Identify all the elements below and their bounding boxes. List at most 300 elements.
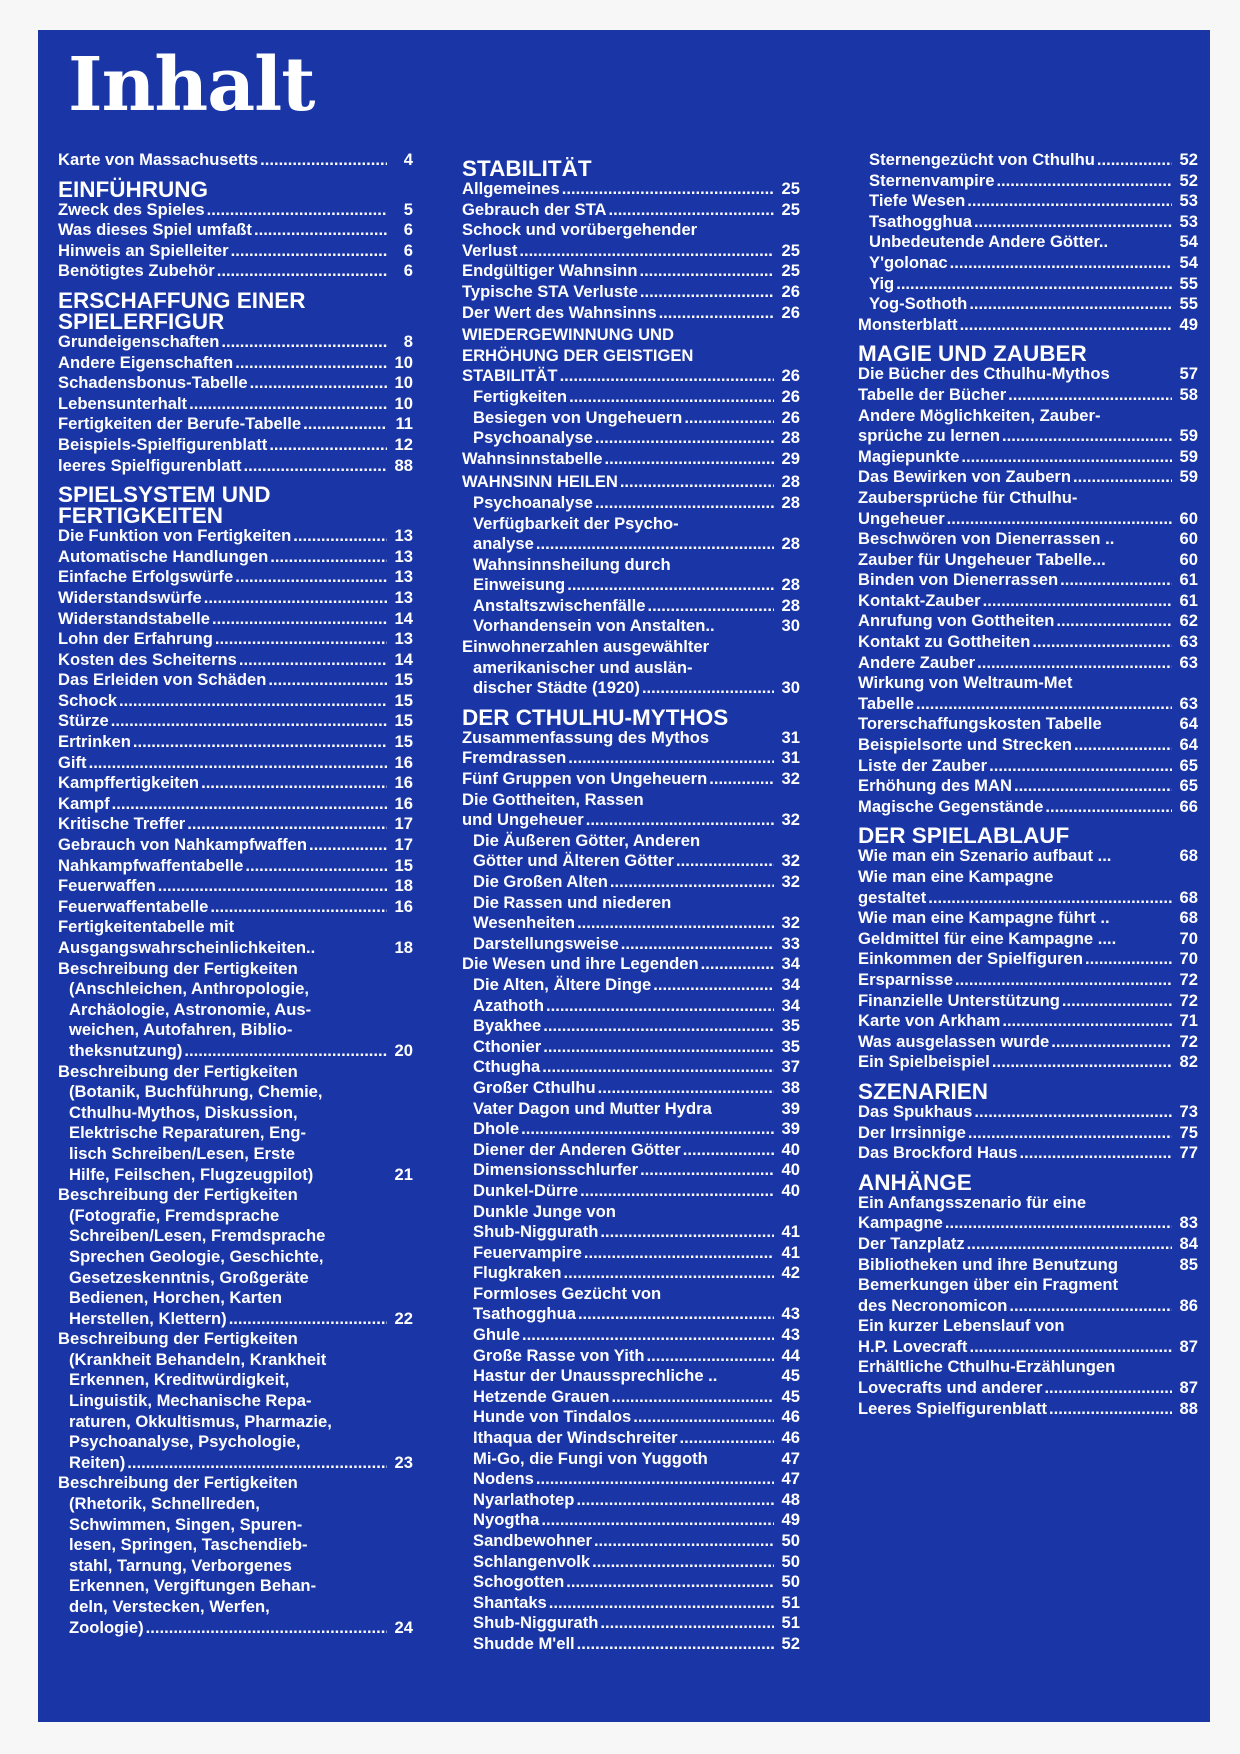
page-title: Inhalt bbox=[68, 42, 315, 128]
page-number: 72 bbox=[1179, 969, 1198, 989]
page-number: 13 bbox=[394, 587, 413, 607]
page-number: 15 bbox=[394, 711, 413, 731]
page-number: 8 bbox=[403, 331, 413, 351]
toc-entry bbox=[869, 212, 1198, 233]
toc-entry bbox=[58, 897, 413, 918]
toc-entry bbox=[58, 526, 413, 547]
page-number: 50 bbox=[781, 1551, 800, 1571]
toc-entry bbox=[858, 1255, 1198, 1276]
page-number: 25 bbox=[781, 240, 800, 260]
page-number: 59 bbox=[1179, 467, 1198, 487]
entry-title: Dimensionsschlurfer ..... bbox=[473, 1160, 774, 1181]
toc-entry bbox=[58, 835, 413, 856]
entry-title: (Krankheit Behandeln, Krankheit Erkennen, Kreditwürdigkeit, Linguistik, Mechanische Repa- raturen, Okkultismus, Pharmazie, Psychoanalyse, Psychologie, Reiten) ..... bbox=[69, 1350, 387, 1474]
toc-entry bbox=[69, 1350, 413, 1474]
page-number: 72 bbox=[1179, 1031, 1198, 1051]
page-number: 10 bbox=[394, 373, 413, 393]
page-number: 10 bbox=[394, 393, 413, 413]
toc-entry bbox=[869, 171, 1198, 192]
toc-entry bbox=[858, 1213, 1198, 1234]
toc-entry bbox=[858, 673, 1198, 694]
entry-title: Y'golonac ..... bbox=[869, 253, 1172, 274]
toc-entry bbox=[58, 711, 413, 732]
toc-entry bbox=[473, 387, 800, 408]
entry-title: Beschreibung der Fertigkeiten bbox=[58, 1473, 298, 1493]
entry-title: Fremdrassen ..... bbox=[462, 748, 774, 769]
entry-title: Karte von Massachusetts ..... bbox=[58, 150, 387, 171]
entry-title: Was dieses Spiel umfaßt ..... bbox=[58, 220, 387, 241]
entry-title: Beschreibung der Fertigkeiten bbox=[58, 1061, 298, 1081]
toc-entry bbox=[473, 1593, 800, 1614]
entry-title: Wesenheiten ..... bbox=[473, 913, 774, 934]
toc-section bbox=[462, 704, 800, 1655]
toc-column-1 bbox=[58, 150, 413, 1638]
toc-entry bbox=[858, 1052, 1198, 1073]
entry-title: Götter und Älteren Götter ..... bbox=[473, 851, 774, 872]
entry-title: (Anschleichen, Anthropologie, Archäologie, Astronomie, Aus- weichen, Autofahren, Biblio- theksnutzung) ..... bbox=[69, 979, 387, 1061]
entry-title: Wie man eine Kampagne bbox=[858, 867, 1054, 886]
page-number: 6 bbox=[403, 220, 413, 240]
entry-title: analyse ..... bbox=[473, 534, 774, 555]
toc-entry bbox=[858, 632, 1198, 653]
entry-title: Das Erleiden von Schäden ..... bbox=[58, 670, 387, 691]
page-number: 33 bbox=[781, 933, 800, 953]
page-number: 15 bbox=[394, 855, 413, 875]
entry-title: Beschreibung der Fertigkeiten bbox=[58, 958, 298, 978]
page-number: 22 bbox=[394, 1308, 413, 1328]
toc-entry bbox=[462, 366, 800, 387]
entry-title: Monsterblatt ..... bbox=[858, 315, 1172, 336]
entry-title: Binden von Dienerrassen ..... bbox=[858, 570, 1172, 591]
toc-entry bbox=[473, 1449, 800, 1470]
toc-entry bbox=[858, 1032, 1198, 1053]
toc-entry bbox=[58, 814, 413, 835]
page-number: 10 bbox=[394, 352, 413, 372]
entry-title: Lohn der Erfahrung ..... bbox=[58, 629, 387, 650]
page-number: 42 bbox=[781, 1263, 800, 1283]
entry-title: Feuerwaffen ..... bbox=[58, 876, 387, 897]
entry-title: Dunkle Junge von bbox=[473, 1201, 616, 1221]
entry-title: Kontakt zu Gottheiten ..... bbox=[858, 632, 1172, 653]
entry-title: Wie man eine Kampagne führt .. bbox=[858, 908, 1110, 928]
page-number: 58 bbox=[1179, 384, 1198, 404]
entry-title: Die Funktion von Fertigkeiten ..... bbox=[58, 526, 387, 547]
entry-title: Kampffertigkeiten ..... bbox=[58, 773, 387, 794]
toc-entry bbox=[473, 1037, 800, 1058]
toc-entry bbox=[858, 529, 1198, 550]
page-number: 6 bbox=[403, 261, 413, 281]
entry-title: Psychoanalyse ..... bbox=[473, 493, 774, 514]
entry-title: Anrufung von Gottheiten ..... bbox=[858, 611, 1172, 632]
toc-entry bbox=[473, 408, 800, 429]
entry-title: Hetzende Grauen ..... bbox=[473, 1387, 774, 1408]
toc-entry bbox=[473, 1510, 800, 1531]
page-number: 51 bbox=[781, 1613, 800, 1633]
entry-title: (Rhetorik, Schnellreden, Schwimmen, Singen, Spuren- lesen, Springen, Taschendieb- stahl, Tarnung, Verborgenes Erkennen, Vergiftungen Behan- deln, Verstecken, Werfen, Zoologie) ..... bbox=[69, 1494, 387, 1638]
toc-section bbox=[58, 287, 413, 476]
toc-section bbox=[858, 1169, 1198, 1420]
toc-entry bbox=[69, 979, 413, 1061]
page-number: 28 bbox=[781, 428, 800, 448]
entry-title: Ein Spielbeispiel ..... bbox=[858, 1052, 1172, 1073]
entry-title: Die Äußeren Götter, Anderen bbox=[473, 830, 701, 850]
toc-entry bbox=[473, 1181, 800, 1202]
page-number: 49 bbox=[1179, 314, 1198, 334]
entry-title: Die Großen Alten ..... bbox=[473, 872, 774, 893]
page-number: 82 bbox=[1179, 1052, 1198, 1072]
toc-entry bbox=[869, 294, 1198, 315]
toc-entry bbox=[462, 728, 800, 749]
toc-entry bbox=[473, 1490, 800, 1511]
entry-title: Die Wesen und ihre Legenden ..... bbox=[462, 954, 774, 975]
toc-entry bbox=[473, 555, 800, 576]
toc-entry bbox=[473, 1202, 800, 1223]
page-number: 16 bbox=[394, 896, 413, 916]
entry-title: Yog-Sothoth ..... bbox=[869, 294, 1172, 315]
entry-title: Lovecrafts und anderer ..... bbox=[858, 1378, 1172, 1399]
page-number: 31 bbox=[781, 727, 800, 747]
entry-title: Leeres Spielfigurenblatt ..... bbox=[858, 1399, 1172, 1420]
page-number: 83 bbox=[1179, 1213, 1198, 1233]
toc-entry bbox=[858, 908, 1198, 929]
entry-title: Wie man ein Szenario aufbaut ... bbox=[858, 846, 1112, 866]
page-number: 28 bbox=[781, 534, 800, 554]
toc-entry bbox=[473, 872, 800, 893]
toc-entry bbox=[58, 650, 413, 671]
entry-title: Bemerkungen über ein Fragment bbox=[858, 1275, 1119, 1295]
toc-entry bbox=[473, 1387, 800, 1408]
page-number: 28 bbox=[781, 575, 800, 595]
entry-title: Kampagne ..... bbox=[858, 1213, 1172, 1234]
contents-page bbox=[38, 30, 1210, 1722]
entry-title: Liste der Zauber ..... bbox=[858, 756, 1172, 777]
toc-entry bbox=[473, 913, 800, 934]
entry-title: Andere Eigenschaften ..... bbox=[58, 353, 387, 374]
entry-title: Widerstandswürfe ..... bbox=[58, 588, 387, 609]
entry-title: Anstaltszwischenfälle ..... bbox=[473, 596, 774, 617]
toc-entry bbox=[462, 449, 800, 470]
entry-title: Ersparnisse ..... bbox=[858, 970, 1172, 991]
entry-title: Der Irrsinnige ..... bbox=[858, 1123, 1172, 1144]
section-heading: DER CTHULHU-MYTHOS bbox=[462, 704, 729, 730]
entry-title: Feuervampire ..... bbox=[473, 1243, 774, 1264]
toc-entry bbox=[869, 274, 1198, 295]
toc-entry bbox=[462, 261, 800, 282]
toc-entry bbox=[58, 373, 413, 394]
toc-entry bbox=[473, 596, 800, 617]
toc-entry bbox=[462, 748, 800, 769]
entry-title: Das Brockford Haus ..... bbox=[858, 1143, 1172, 1164]
page-number: 30 bbox=[781, 678, 800, 698]
entry-title: Ein Anfangsszenario für eine bbox=[858, 1192, 1087, 1212]
toc-entry bbox=[58, 261, 413, 282]
entry-title: Große Rasse von Yith ..... bbox=[473, 1346, 774, 1367]
page-number: 54 bbox=[1179, 232, 1198, 252]
page-number: 47 bbox=[781, 1469, 800, 1489]
toc-entry bbox=[858, 846, 1198, 867]
toc-entry bbox=[473, 1222, 800, 1243]
toc-entry bbox=[858, 1123, 1198, 1144]
entry-title: amerikanischer und auslän- discher Städte (1920) ..... bbox=[473, 658, 774, 699]
entry-title: Beschreibung der Fertigkeiten bbox=[58, 1185, 298, 1205]
page-number: 52 bbox=[1179, 150, 1198, 169]
toc-entry bbox=[858, 1011, 1198, 1032]
toc-entry bbox=[473, 1407, 800, 1428]
toc-entry bbox=[473, 1469, 800, 1490]
toc-entry bbox=[58, 876, 413, 897]
toc-entry bbox=[858, 426, 1198, 447]
entry-title: Ein kurzer Lebenslauf von bbox=[858, 1316, 1065, 1336]
toc-entry bbox=[473, 1016, 800, 1037]
entry-title: Tiefe Wesen ..... bbox=[869, 191, 1172, 212]
entry-title: Beschreibung der Fertigkeiten bbox=[58, 1329, 298, 1349]
page-number: 13 bbox=[394, 526, 413, 546]
page-number: 60 bbox=[1179, 508, 1198, 528]
entry-title: Dhole ..... bbox=[473, 1119, 774, 1140]
page-number: 43 bbox=[781, 1304, 800, 1324]
toc-section bbox=[858, 343, 1198, 817]
entry-title: Verlust ..... bbox=[462, 241, 774, 262]
entry-title: (Fotografie, Fremdsprache Schreiben/Lesen, Fremdsprache Sprechen Geologie, Geschichte, Gesetzeskenntnis, Großgeräte Bedienen, Horchen, Karten Herstellen, Klettern) ..... bbox=[69, 1206, 387, 1330]
entry-title: Hunde von Tindalos ..... bbox=[473, 1407, 774, 1428]
page-number: 87 bbox=[1179, 1378, 1198, 1398]
entry-title: WAHNSINN HEILEN ..... bbox=[462, 472, 774, 493]
page-number: 32 bbox=[781, 769, 800, 789]
page-number: 26 bbox=[781, 302, 800, 322]
toc-entry bbox=[58, 773, 413, 794]
toc-entry bbox=[858, 488, 1198, 509]
toc-entry bbox=[473, 658, 800, 699]
entry-title: Erhältliche Cthulhu-Erzählungen bbox=[858, 1357, 1116, 1377]
page-number: 54 bbox=[1179, 252, 1198, 272]
page-number: 35 bbox=[781, 1036, 800, 1056]
toc-entry bbox=[462, 303, 800, 324]
page-number: 55 bbox=[1179, 273, 1198, 293]
entry-title: Die Alten, Ältere Dinge ..... bbox=[473, 975, 774, 996]
page-number: 88 bbox=[394, 455, 413, 475]
page-number: 61 bbox=[1179, 570, 1198, 590]
page-number: 15 bbox=[394, 670, 413, 690]
page-number: 40 bbox=[781, 1139, 800, 1159]
toc-entry bbox=[58, 220, 413, 241]
entry-title: Magische Gegenstände ..... bbox=[858, 797, 1172, 818]
entry-title: Wahnsinnstabelle ..... bbox=[462, 449, 774, 470]
toc-section bbox=[462, 158, 800, 323]
entry-title: Tabelle ..... bbox=[858, 694, 1172, 715]
toc-entry bbox=[462, 472, 800, 493]
toc-entry bbox=[462, 769, 800, 790]
page-number: 43 bbox=[781, 1325, 800, 1345]
page-number: 48 bbox=[781, 1489, 800, 1509]
toc-entry bbox=[462, 179, 800, 200]
page-number: 60 bbox=[1179, 549, 1198, 569]
entry-title: Ertrinken ..... bbox=[58, 732, 387, 753]
toc-entry bbox=[473, 1428, 800, 1449]
page-number: 40 bbox=[781, 1160, 800, 1180]
entry-title: Ghule ..... bbox=[473, 1325, 774, 1346]
entry-title: Byakhee ..... bbox=[473, 1016, 774, 1037]
entry-title: Magiepunkte ..... bbox=[858, 447, 1172, 468]
entry-title: Grundeigenschaften ..... bbox=[58, 332, 387, 353]
entry-title: Kampf ..... bbox=[58, 794, 387, 815]
entry-title: Schogotten ..... bbox=[473, 1572, 774, 1593]
toc-entry bbox=[462, 954, 800, 975]
entry-title: Kritische Treffer ..... bbox=[58, 814, 387, 835]
section-heading: SPIELSYSTEM UND FERTIGKEITEN bbox=[58, 482, 271, 529]
toc-column-3 bbox=[858, 150, 1198, 1419]
toc-entry bbox=[58, 150, 413, 171]
toc-entry bbox=[473, 1572, 800, 1593]
toc-entry bbox=[858, 1337, 1198, 1358]
toc-entry bbox=[858, 735, 1198, 756]
toc-entry bbox=[858, 991, 1198, 1012]
page-number: 28 bbox=[781, 472, 800, 492]
toc-entry bbox=[858, 888, 1198, 909]
page-number: 16 bbox=[394, 793, 413, 813]
toc-entry bbox=[858, 1399, 1198, 1420]
toc-entry bbox=[58, 1185, 413, 1206]
page-number: 25 bbox=[781, 199, 800, 219]
page-number: 25 bbox=[781, 179, 800, 198]
page-number: 11 bbox=[395, 414, 413, 434]
toc-entry bbox=[858, 1102, 1198, 1123]
entry-title: Geldmittel für eine Kampagne .... bbox=[858, 928, 1117, 948]
page-number: 37 bbox=[781, 1057, 800, 1077]
page-number: 26 bbox=[781, 281, 800, 301]
page-number: 39 bbox=[781, 1098, 800, 1118]
page-number: 59 bbox=[1179, 446, 1198, 466]
page-number: 75 bbox=[1179, 1122, 1198, 1142]
toc-entry bbox=[473, 493, 800, 514]
entry-title: Beispielsorte und Strecken ..... bbox=[858, 735, 1172, 756]
entry-title: Tsathogghua ..... bbox=[869, 212, 1172, 233]
entry-title: Finanzielle Unterstützung ..... bbox=[858, 991, 1172, 1012]
toc-entry bbox=[858, 714, 1198, 735]
toc-entry bbox=[58, 753, 413, 774]
page-number: 46 bbox=[781, 1428, 800, 1448]
toc-section bbox=[858, 150, 1198, 335]
entry-title: Der Wert des Wahnsinns ..... bbox=[462, 303, 774, 324]
section-heading: SZENARIEN bbox=[858, 1078, 989, 1104]
entry-title: Feuerwaffentabelle ..... bbox=[58, 897, 387, 918]
entry-title: Sternenvampire ..... bbox=[869, 171, 1172, 192]
page-number: 23 bbox=[394, 1452, 413, 1472]
entry-title: Mi-Go, die Fungi von Yuggoth bbox=[473, 1448, 708, 1468]
toc-entry bbox=[473, 1243, 800, 1264]
page-number: 73 bbox=[1179, 1101, 1198, 1121]
entry-title: Widerstandstabelle ..... bbox=[58, 609, 387, 630]
toc-entry bbox=[858, 797, 1198, 818]
page-number: 71 bbox=[1179, 1011, 1198, 1031]
entry-title: Großer Cthulhu ..... bbox=[473, 1078, 774, 1099]
page-number: 52 bbox=[781, 1633, 800, 1653]
toc-entry bbox=[858, 1357, 1198, 1378]
toc-column-2 bbox=[462, 150, 800, 1655]
entry-title: Nyogtha ..... bbox=[473, 1510, 774, 1531]
page-number: 63 bbox=[1179, 652, 1198, 672]
page-number: 6 bbox=[403, 240, 413, 260]
entry-title: Benötigtes Zubehör ..... bbox=[58, 261, 387, 282]
page-number: 45 bbox=[781, 1386, 800, 1406]
page-number: 26 bbox=[781, 407, 800, 427]
entry-title: Fünf Gruppen von Ungeheuern ..... bbox=[462, 769, 774, 790]
toc-entry bbox=[858, 364, 1198, 385]
page-number: 39 bbox=[781, 1119, 800, 1139]
entry-title: Besiegen von Ungeheuern ..... bbox=[473, 408, 774, 429]
page-number: 5 bbox=[403, 199, 413, 219]
entry-title: Gift ..... bbox=[58, 753, 387, 774]
toc-entry bbox=[58, 732, 413, 753]
toc-entry bbox=[473, 996, 800, 1017]
toc-entry bbox=[858, 591, 1198, 612]
entry-title: Hinweis an Spielleiter ..... bbox=[58, 241, 387, 262]
entry-title: Shub-Niggurath ..... bbox=[473, 1613, 774, 1634]
toc-entry bbox=[858, 756, 1198, 777]
entry-title: sprüche zu lernen ..... bbox=[858, 426, 1172, 447]
entry-title: Die Gottheiten, Rassen bbox=[462, 789, 644, 809]
section-heading: ANHÄNGE bbox=[858, 1169, 972, 1195]
toc-entry bbox=[58, 1473, 413, 1494]
toc-entry bbox=[58, 241, 413, 262]
page-number: 68 bbox=[1179, 846, 1198, 866]
entry-title: Allgemeines ..... bbox=[462, 179, 774, 200]
page-number: 50 bbox=[781, 1572, 800, 1592]
entry-title: Beispiels-Spielfigurenblatt ..... bbox=[58, 435, 387, 456]
page-number: 55 bbox=[1179, 294, 1198, 314]
toc-entry bbox=[858, 867, 1198, 888]
entry-title: Schadensbonus-Tabelle ..... bbox=[58, 373, 387, 394]
entry-title: Torerschaffungskosten Tabelle bbox=[858, 714, 1102, 734]
page-number: 70 bbox=[1179, 928, 1198, 948]
entry-title: Darstellungsweise ..... bbox=[473, 934, 774, 955]
entry-title: Yig ..... bbox=[869, 274, 1172, 295]
page-number: 64 bbox=[1179, 735, 1198, 755]
entry-title: Typische STA Verluste ..... bbox=[462, 282, 774, 303]
entry-title: Fertigkeitentabelle mit bbox=[58, 917, 235, 937]
section-heading: STABILITÄT bbox=[462, 156, 592, 181]
entry-title: Ungeheuer ..... bbox=[858, 509, 1172, 530]
toc-entry bbox=[858, 550, 1198, 571]
entry-title: Das Spukhaus ..... bbox=[858, 1102, 1172, 1123]
entry-title: Einwohnerzahlen ausgewählter bbox=[462, 637, 710, 657]
toc-entry bbox=[473, 1099, 800, 1120]
toc-entry bbox=[473, 428, 800, 449]
entry-title: Verfügbarkeit der Psycho- bbox=[473, 513, 679, 533]
entry-title: Zaubersprüche für Cthulhu- bbox=[858, 487, 1078, 507]
entry-title: Automatische Handlungen ..... bbox=[58, 547, 387, 568]
toc-entry bbox=[473, 1140, 800, 1161]
entry-title: Nahkampfwaffentabelle ..... bbox=[58, 856, 387, 877]
toc-entry bbox=[473, 975, 800, 996]
page-number: 70 bbox=[1179, 949, 1198, 969]
toc-entry bbox=[58, 609, 413, 630]
toc-entry bbox=[58, 959, 413, 980]
entry-title: Shudde M'ell ..... bbox=[473, 1634, 774, 1655]
toc-entry bbox=[858, 1193, 1198, 1214]
entry-title: Ithaqua der Windschreiter ..... bbox=[473, 1428, 774, 1449]
toc-entry bbox=[473, 1346, 800, 1367]
toc-entry bbox=[58, 1062, 413, 1083]
toc-section bbox=[58, 176, 413, 282]
page-number: 53 bbox=[1179, 191, 1198, 211]
page-number: 88 bbox=[1179, 1398, 1198, 1418]
toc-entry bbox=[473, 616, 800, 637]
entry-title: Andere Möglichkeiten, Zauber- bbox=[858, 405, 1101, 425]
section-heading: EINFÜHRUNG bbox=[58, 176, 208, 202]
toc-entry bbox=[473, 514, 800, 535]
toc-section bbox=[858, 825, 1198, 1073]
page-number: 85 bbox=[1179, 1254, 1198, 1274]
